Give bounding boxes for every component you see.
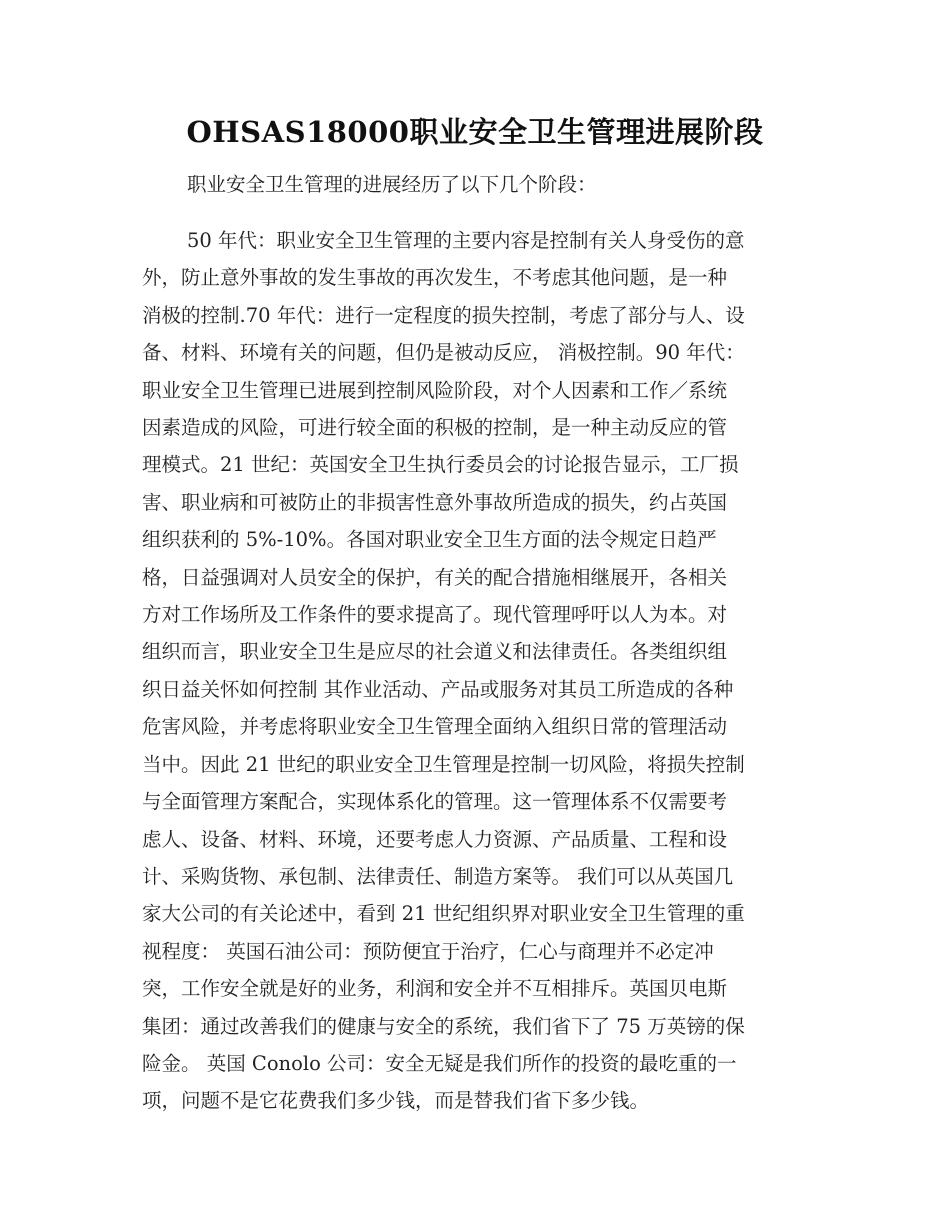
paragraph-line: 险金。 英国 Conolo 公司：安全无疑是我们所作的投资的最吃重的一 (142, 1051, 737, 1075)
paragraph-line: 格，日益强调对人员安全的保护，有关的配合措施相继展开，各相关 (142, 565, 728, 589)
paragraph-line: 因素造成的风险，可进行较全面的积极的控制，是一种主动反应的管 (142, 416, 728, 440)
paragraph-line: 外，防止意外事故的发生事故的再次发生，不考虑其他问题，是一种 (142, 266, 728, 290)
paragraph-line: 当中。因此 21 世纪的职业安全卫生管理是控制一切风险，将损失控制 (142, 752, 745, 776)
paragraph-line: 虑人、设备、材料、环境，还要考虑人力资源、产品质量、工程和设 (142, 827, 728, 851)
paragraph-line: 突，工作安全就是好的业务，利润和安全并不互相排斥。英国贝电斯 (142, 977, 728, 1001)
paragraph-line: 方对工作场所及工作条件的要求提高了。现代管理呼吁以人为本。对 (142, 603, 728, 627)
paragraph-line: 50 年代：职业安全卫生管理的主要内容是控制有关人身受伤的意 (187, 229, 745, 252)
paragraph-line: 组织获利的 5%-10%。各国对职业安全卫生方面的法令规定日趋严 (142, 528, 717, 552)
paragraph-line: 与全面管理方案配合，实现体系化的管理。这一管理体系不仅需要考 (142, 790, 728, 814)
paragraph-line: 组织而言，职业安全卫生是应尽的社会道义和法律责任。各类组织组 (142, 640, 728, 664)
paragraph-line: 理模式。21 世纪：英国安全卫生执行委员会的讨论报告显示，工厂损 (142, 453, 739, 477)
intro-paragraph: 职业安全卫生管理的进展经历了以下几个阶段： (187, 173, 597, 196)
paragraph-line: 害、职业病和可被防止的非损害性意外事故所造成的损失，约占英国 (142, 490, 728, 514)
body-paragraph (142, 222, 810, 1120)
paragraph-line: 职业安全卫生管理已进展到控制风险阶段，对个人因素和工作／系统 (142, 378, 728, 402)
paragraph-line: 消极的控制.70 年代：进行一定程度的损失控制，考虑了部分与人、设 (142, 303, 745, 327)
paragraph-line: 家大公司的有关论述中，看到 21 世纪组织界对职业安全卫生管理的重 (142, 902, 745, 926)
paragraph-line: 织日益关怀如何控制 其作业活动、产品或服务对其员工所造成的各种 (142, 677, 734, 701)
page-title: OHSAS18000职业安全卫生管理进展阶段 (186, 115, 764, 149)
paragraph-line: 项，问题不是它花费我们多少钱，而是替我们省下多少钱。 (142, 1089, 650, 1113)
paragraph-line: 备、材料、环境有关的问题，但仍是被动反应， 消极控制。90 年代： (142, 341, 745, 365)
paragraph-line: 集团：通过改善我们的健康与安全的系统，我们省下了 75 万英镑的保 (142, 1014, 745, 1038)
paragraph-line: 计、采购货物、承包制、法律责任、制造方案等。 我们可以从英国几 (142, 864, 734, 888)
paragraph-line: 危害风险，并考虑将职业安全卫生管理全面纳入组织日常的管理活动 (142, 715, 728, 739)
paragraph-line: 视程度： 英国石油公司：预防便宜于治疗，仁心与商理并不必定冲 (142, 939, 714, 963)
